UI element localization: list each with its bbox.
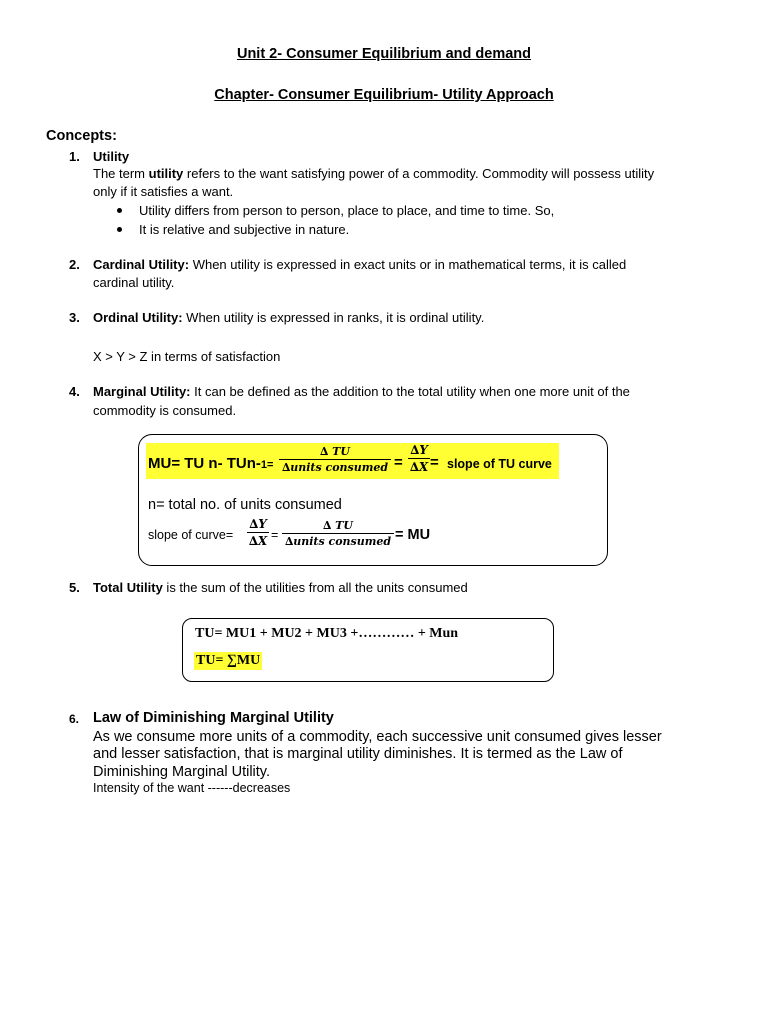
item-number: 2.	[69, 257, 80, 272]
cardinal-utility-line2: cardinal utility.	[93, 275, 175, 290]
unit-title: Unit 2- Consumer Equilibrium and demand	[236, 46, 532, 62]
slope-of-tu-curve: slope of TU curve	[447, 457, 552, 471]
total-utility-line: Total Utility is the sum of the utilities from all the units consumed	[93, 580, 468, 595]
slope-fraction-tu-units: ∆ TU ∆units consumed	[282, 519, 394, 548]
equals-sign: =	[394, 454, 403, 471]
equals-sign: =	[430, 454, 439, 471]
item-number: 6.	[69, 712, 80, 726]
ordinal-example: X > Y > Z in terms of satisfaction	[93, 349, 281, 364]
bullet-text: Utility differs from person to person, place to place, and time to time. So,	[139, 203, 555, 218]
marginal-utility-line1: Marginal Utility: It can be defined as the addition to the total utility when one more unit of the	[93, 384, 630, 399]
cardinal-utility-line1: Cardinal Utility: When utility is expressed in exact units or in mathematical terms, it is called	[93, 257, 627, 272]
slope-fraction-dy-dx: ∆Y ∆X	[248, 517, 268, 548]
n-definition: n= total no. of units consumed	[148, 497, 342, 513]
utility-definition-line1: The term utility refers to the want satisfying power of a commodity. Commodity will possess utility	[93, 166, 655, 181]
concepts-heading: Concepts:	[46, 128, 117, 144]
bullet-icon	[117, 208, 122, 213]
item-number: 4.	[69, 384, 80, 399]
marginal-utility-line2: commodity is consumed.	[93, 403, 237, 418]
mu-fraction-tu-units: ∆ TU ∆units consumed	[279, 445, 391, 474]
tu-formula-sum: TU= MU1 + MU2 + MU3 +………… + Mun	[195, 626, 459, 641]
tu-formula-sigma: TU= ∑MU	[196, 653, 261, 668]
mu-formula-lhs: MU= TU n- TUn-1=	[148, 455, 274, 472]
equals-mu: = MU	[395, 527, 431, 543]
chapter-title: Chapter- Consumer Equilibrium- Utility Approach	[214, 87, 554, 103]
bullet-text: It is relative and subjective in nature.	[139, 222, 350, 237]
utility-definition-line2: only if it satisfies a want.	[93, 184, 234, 199]
item-number: 5.	[69, 580, 80, 595]
law-dmu-para-line2: and lesser satisfaction, that is marginal utility diminishes. It is termed as the Law of	[93, 746, 623, 762]
intensity-of-want: Intensity of the want ------decreases	[93, 781, 291, 795]
item-number: 3.	[69, 310, 80, 325]
bullet-icon	[117, 227, 122, 232]
law-dmu-para-line3: Diminishing Marginal Utility.	[93, 764, 271, 780]
item-number: 1.	[69, 149, 80, 164]
equals-sign: =	[271, 528, 279, 542]
mu-fraction-dy-dx: ∆Y ∆X	[409, 443, 429, 474]
ordinal-utility-line: Ordinal Utility: When utility is expressed in ranks, it is ordinal utility.	[93, 310, 485, 325]
utility-heading: Utility	[93, 149, 130, 164]
law-dmu-heading: Law of Diminishing Marginal Utility	[93, 710, 334, 726]
slope-of-curve-label: slope of curve=	[148, 528, 234, 542]
law-dmu-para-line1: As we consume more units of a commodity, each successive unit consumed gives lesser	[93, 729, 662, 745]
